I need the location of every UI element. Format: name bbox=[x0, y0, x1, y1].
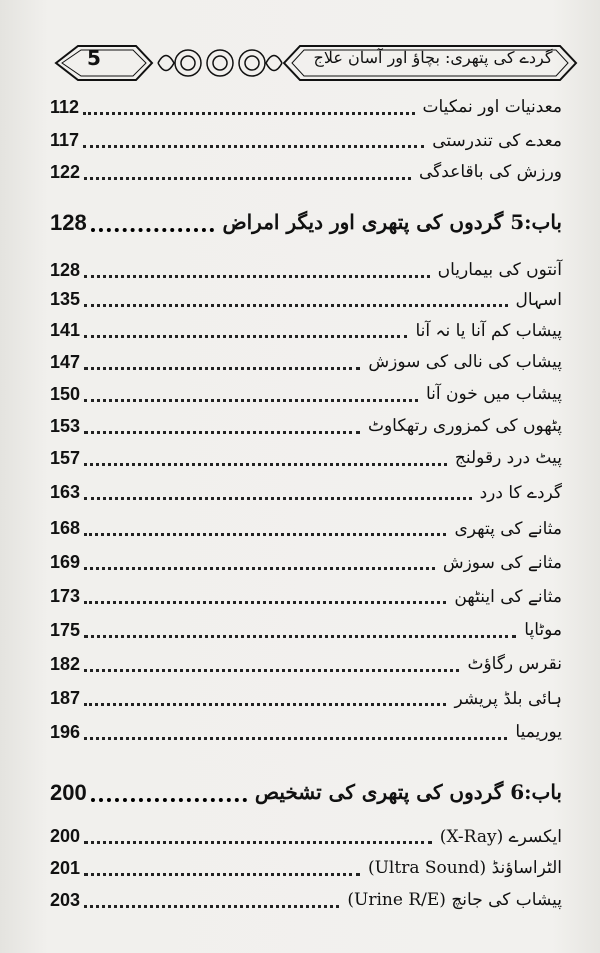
entry-title: یوریمیا bbox=[515, 722, 562, 742]
entry-title: آنتوں کی بیماریاں bbox=[437, 260, 562, 280]
entry-title: نقرس رگاؤٹ bbox=[467, 654, 562, 674]
entry-title: معدنیات اور نمکیات bbox=[422, 97, 562, 117]
page-ref: 169 bbox=[50, 552, 81, 572]
toc-row bbox=[50, 382, 562, 414]
entry-title: پیشاب کی جانچ (Urine R/E) bbox=[347, 890, 562, 910]
entry-title: الٹراساؤنڈ (Ultra Sound) bbox=[367, 858, 562, 878]
page-header bbox=[48, 40, 580, 86]
page-ref: 128 bbox=[50, 260, 81, 280]
page-ref: 163 bbox=[50, 482, 81, 502]
dot-leader bbox=[91, 798, 247, 802]
toc-row bbox=[50, 287, 562, 319]
running-title: گردے کی پتھری: بچاؤ اور آسان علاج bbox=[313, 48, 553, 67]
dot-leader bbox=[84, 601, 446, 604]
dot-leader bbox=[84, 304, 507, 307]
toc-row bbox=[50, 95, 562, 127]
dot-leader bbox=[84, 703, 446, 706]
toc-row bbox=[50, 550, 562, 582]
dot-leader bbox=[84, 567, 435, 570]
toc-row bbox=[50, 888, 562, 920]
page-ref: 182 bbox=[50, 654, 81, 674]
dot-leader bbox=[84, 533, 446, 536]
toc-row bbox=[50, 686, 562, 718]
page-ref: 122 bbox=[50, 162, 81, 182]
dot-leader bbox=[84, 177, 411, 180]
dot-leader bbox=[84, 873, 360, 876]
toc-row bbox=[50, 446, 562, 478]
page-ref: 187 bbox=[50, 688, 81, 708]
entry-title: مثانے کی پتھری bbox=[454, 519, 562, 539]
page-ref: 112 bbox=[50, 97, 80, 117]
toc-row bbox=[50, 824, 562, 856]
page-ref: 150 bbox=[50, 384, 81, 404]
dot-leader bbox=[84, 399, 418, 402]
toc-row bbox=[50, 720, 562, 752]
toc-row bbox=[50, 350, 562, 382]
page-ref: 200 bbox=[50, 780, 87, 805]
page-number: 5 bbox=[87, 46, 101, 70]
entry-title: گردے کا درد bbox=[479, 483, 562, 503]
dot-leader bbox=[91, 228, 215, 232]
entry-title: مثانے کی اینٹھن bbox=[454, 587, 562, 607]
dot-leader bbox=[84, 635, 516, 638]
toc-row bbox=[50, 584, 562, 616]
page-ref: 200 bbox=[50, 826, 81, 846]
toc-row bbox=[50, 414, 562, 446]
toc-row bbox=[50, 160, 562, 192]
page-ref: 175 bbox=[50, 620, 81, 640]
dot-leader bbox=[83, 145, 424, 148]
entry-title: ہائی بلڈ پریشر bbox=[454, 689, 562, 709]
page-ref: 141 bbox=[50, 320, 81, 340]
entry-title: پیشاب کم آنا یا نہ آنا bbox=[415, 321, 562, 341]
page-ref: 203 bbox=[50, 890, 81, 910]
page-ref: 147 bbox=[50, 352, 81, 372]
dot-leader bbox=[84, 669, 459, 672]
chapter-row bbox=[50, 210, 562, 242]
dot-leader bbox=[84, 905, 339, 908]
entry-title: ورزش کی باقاعدگی bbox=[419, 162, 562, 182]
entry-title: پیشاب میں خون آنا bbox=[425, 384, 562, 404]
entry-title: اسہال bbox=[515, 290, 562, 310]
page-ref: 173 bbox=[50, 586, 81, 606]
page-ref: 201 bbox=[50, 858, 81, 878]
dot-leader bbox=[84, 737, 507, 740]
entry-title: مثانے کی سوزش bbox=[442, 553, 562, 573]
toc-row bbox=[50, 318, 562, 350]
toc-row bbox=[50, 516, 562, 548]
dot-leader bbox=[83, 112, 414, 115]
dot-leader bbox=[84, 841, 432, 844]
entry-title: پیشاب کی نالی کی سوزش bbox=[368, 352, 562, 372]
dot-leader bbox=[84, 275, 430, 278]
dot-leader bbox=[84, 497, 472, 500]
dot-leader bbox=[84, 431, 360, 434]
page-ref: 157 bbox=[50, 448, 81, 468]
toc-row bbox=[50, 128, 562, 160]
entry-title: پٹھوں کی کمزوری رتھکاوٹ bbox=[367, 416, 562, 436]
dot-leader bbox=[84, 463, 447, 466]
chapter-title: باب:6 گردوں کی پتھری کی تشخیص bbox=[254, 780, 562, 804]
page-ref: 168 bbox=[50, 518, 81, 538]
page-ref: 196 bbox=[50, 722, 81, 742]
chapter-title: باب:5 گردوں کی پتھری اور دیگر امراض bbox=[222, 210, 562, 234]
chapter-row bbox=[50, 780, 562, 812]
page-ref: 135 bbox=[50, 289, 81, 309]
entry-title: معدے کی تندرستی bbox=[432, 131, 562, 151]
toc-row bbox=[50, 856, 562, 888]
toc-row bbox=[50, 480, 562, 512]
page-ref: 153 bbox=[50, 416, 81, 436]
toc-row bbox=[50, 618, 562, 650]
toc-row bbox=[50, 258, 562, 290]
dot-leader bbox=[84, 367, 360, 370]
page-ref: 117 bbox=[50, 130, 80, 150]
entry-title: پیٹ درد رقولنج bbox=[454, 448, 562, 468]
entry-title: موٹاپا bbox=[524, 620, 562, 640]
page-ref: 128 bbox=[50, 210, 87, 235]
dot-leader bbox=[84, 335, 407, 338]
entry-title: ایکسرے (X-Ray) bbox=[439, 827, 562, 847]
toc-row bbox=[50, 652, 562, 684]
